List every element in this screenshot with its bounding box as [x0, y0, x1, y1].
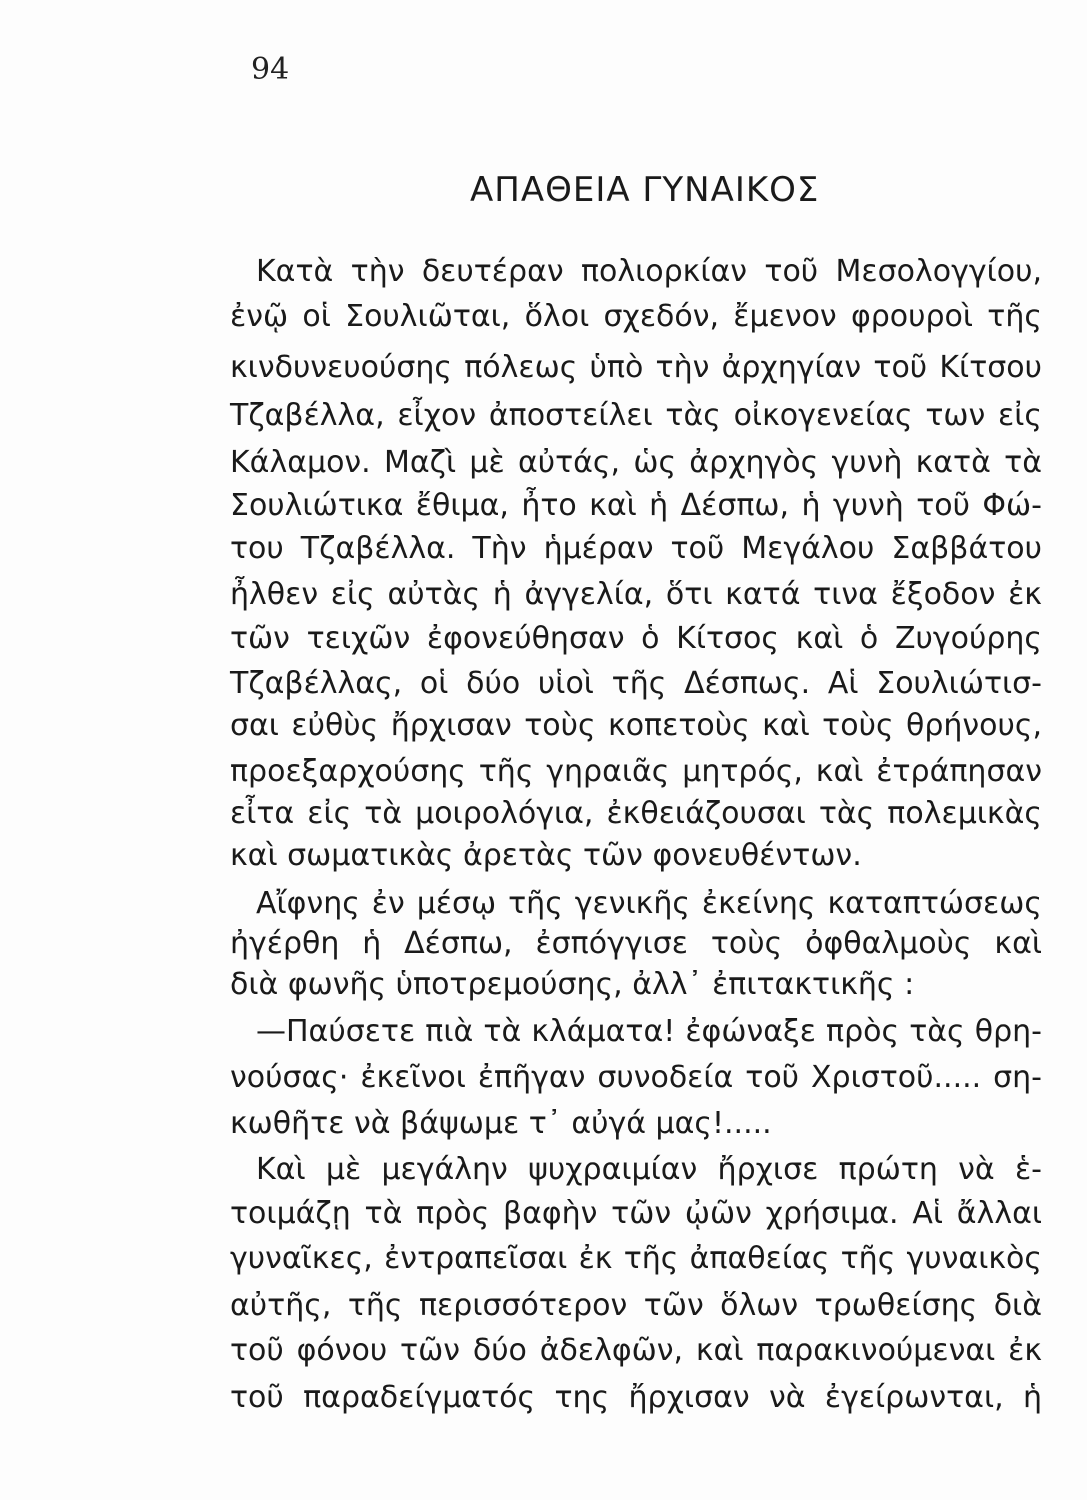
text-line: τοιμάζῃ τὰ πρὸς βαφὴν τῶν ᾠῶν χρήσιμα. Αἱ ἄλλαι	[230, 1196, 1042, 1231]
text-line: τοῦ παραδείγματός της ἤρχισαν νὰ ἐγείρωνται, ἡ	[230, 1380, 1042, 1415]
text-line: τοῦ φόνου τῶν δύο ἀδελφῶν, καὶ παρακινούμεναι ἐκ	[230, 1333, 1042, 1368]
text-line: καὶ σωματικὰς ἀρετὰς τῶν φονευθέντων.	[230, 838, 862, 873]
text-line: του Τζαβέλλα. Τὴν ἡμέραν τοῦ Μεγάλου Σαββάτου	[230, 531, 1042, 566]
text-line: Τζαβέλλα, εἶχον ἀποστείλει τὰς οἰκογενείας των εἰς	[230, 398, 1042, 433]
text-line: Τζαβέλλας, οἱ δύο υἱοὶ τῆς Δέσπως. Αἱ Σουλιώτισ-	[230, 666, 1042, 701]
text-line: Σουλιώτικα ἔθιμα, ἦτο καὶ ἡ Δέσπω, ἡ γυνὴ τοῦ Φώ-	[230, 488, 1042, 523]
text-line: εἶτα εἰς τὰ μοιρολόγια, ἐκθειάζουσαι τὰς πολεμικὰς	[230, 796, 1042, 831]
chapter-title: ΑΠΑΘΕΙΑ ΓΥΝΑΙΚΟΣ	[470, 170, 820, 210]
text-line: ἠγέρθη ἡ Δέσπω, ἐσπόγγισε τοὺς ὀφθαλμοὺς καὶ	[230, 926, 1042, 961]
text-line: αὐτῆς, τῆς περισσότερον τῶν ὅλων τρωθείσης διὰ	[230, 1288, 1042, 1323]
text-line: κωθῆτε νὰ βάψωμε τ᾽ αὐγά μας!.....	[230, 1106, 772, 1141]
text-line: Κατὰ τὴν δευτέραν πολιορκίαν τοῦ Μεσολογγίου,	[256, 254, 1042, 289]
text-line: ἐνῷ οἱ Σουλιῶται, ὅλοι σχεδόν, ἔμενον φρουροὶ τῆς	[230, 299, 1042, 334]
text-line: κινδυνευούσης πόλεως ὑπὸ τὴν ἀρχηγίαν τοῦ Κίτσου	[230, 350, 1042, 385]
text-line: νούσας· ἐκεῖνοι ἐπῆγαν συνοδεία τοῦ Χριστοῦ..... ση-	[230, 1060, 1042, 1095]
text-line: Καὶ μὲ μεγάλην ψυχραιμίαν ἤρχισε πρώτη νὰ ἑ-	[256, 1152, 1042, 1187]
text-line: γυναῖκες, ἐντραπεῖσαι ἐκ τῆς ἀπαθείας τῆς γυναικὸς	[230, 1241, 1042, 1276]
text-line: ἦλθεν εἰς αὐτὰς ἡ ἀγγελία, ὅτι κατά τινα ἔξοδον ἐκ	[230, 577, 1042, 612]
page-number: 94	[251, 52, 290, 87]
text-line: προεξαρχούσης τῆς γηραιᾶς μητρός, καὶ ἐτράπησαν	[230, 754, 1042, 789]
text-line: Κάλαμον. Μαζὶ μὲ αὐτάς, ὡς ἀρχηγὸς γυνὴ κατὰ τὰ	[230, 445, 1042, 480]
text-line: —Παύσετε πιὰ τὰ κλάματα! ἐφώναξε πρὸς τὰς θρη-	[256, 1014, 1042, 1049]
text-line: διὰ φωνῆς ὑποτρεμούσης, ἀλλ᾽ ἐπιτακτικῆς :	[230, 967, 915, 1002]
text-line: σαι εὐθὺς ἤρχισαν τοὺς κοπετοὺς καὶ τοὺς θρήνους,	[230, 708, 1042, 743]
text-line: τῶν τειχῶν ἐφονεύθησαν ὁ Κίτσος καὶ ὁ Ζυγούρης	[230, 621, 1042, 656]
text-line: Αἴφνης ἐν μέσῳ τῆς γενικῆς ἐκείνης καταπτώσεως	[256, 886, 1042, 921]
